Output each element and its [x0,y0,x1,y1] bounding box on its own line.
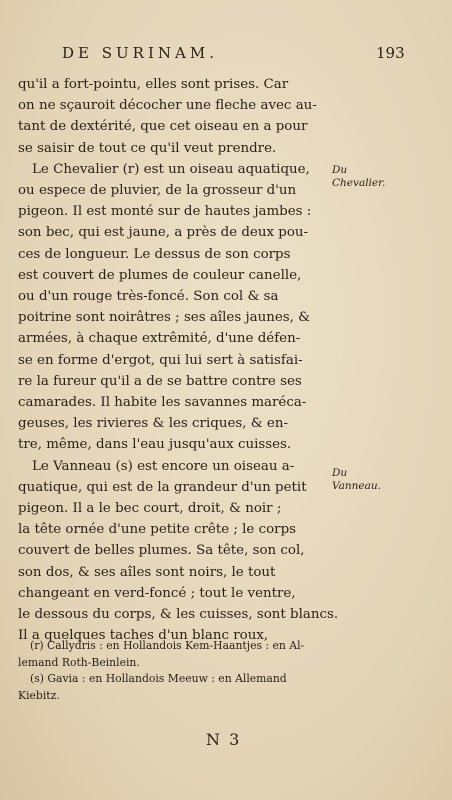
text-line: re la fureur qu'il a de se battre contre ses [18,373,302,389]
text-line: tre, même, dans l'eau jusqu'aux cuisses. [18,437,292,453]
text-line: ou espece de pluvier, de la grosseur d'un [18,183,297,199]
text-line: camarades. Il habite les savannes maréca- [18,395,307,411]
text-line: quatique, qui est de la grandeur d'un petit [18,479,307,495]
text-line: Il a quelques taches d'un blanc roux, [18,628,269,644]
text-line: est couvert de plumes de couleur canelle, [18,267,302,283]
text-line: se en forme d'ergot, qui lui sert à satisfai- [18,352,303,368]
footnote-line: lemand Roth-Beinlein. [18,655,140,669]
signature-mark: N 3 [206,730,242,749]
text-line: son bec, qui est jaune, a près de deux pou- [18,225,309,241]
text-line: ou d'un rouge très-foncé. Son col & sa [18,289,279,305]
text-line: changeant en verd-foncé ; tout le ventre, [18,585,296,601]
text-line: Le Vanneau (s) est encore un oiseau a- [32,458,295,474]
text-line: Le Chevalier (r) est un oiseau aquatique, [32,161,310,177]
margin-note-chevalier: Du Chevalier. [332,164,386,189]
text-line: poitrine sont noirâtres ; ses aîles jaunes, & [18,310,311,326]
footnotes [18,638,348,704]
text-line: ces de longueur. Le dessus de son corps [18,246,291,262]
text-line: armées, à chaque extrêmité, d'une défen- [18,331,301,347]
page-number: 193 [376,44,405,62]
text-line: pigeon. Il est monté sur de hautes jambes : [18,204,312,220]
footnote-line: (r) Callydris : en Hollandois Kem-Haantjes : en Al- [30,639,305,652]
text-line: qu'il a fort-pointu, elles sont prises. Car [18,77,289,92]
running-head: DE SURINAM. [62,44,218,62]
text-line: la tête ornée d'une petite crête ; le corps [18,522,297,538]
footnote-line: (s) Gavia : en Hollandois Meeuw : en Allemand [30,672,287,685]
body-text [18,74,339,646]
page-header [0,44,452,68]
text-line: tant de dextérité, que cet oiseau en a pour [18,119,308,135]
footnote-line: Kiebitz. [18,688,60,702]
text-line: se saisir de tout ce qu'il veut prendre. [18,140,277,156]
text-line: pigeon. Il a le bec court, droit, & noir ; [18,501,282,517]
text-line: couvert de belles plumes. Sa tête, son col, [18,543,305,559]
text-line: le dessous du corps, & les cuisses, sont blancs. [18,607,339,623]
text-line: geuses, les rivieres & les criques, & en- [18,416,288,432]
text-line: on ne sçauroit décocher une fleche avec au- [18,98,317,114]
margin-note-vanneau: Du Vanneau. [332,467,381,492]
text-line: son dos, & ses aîles sont noirs, le tout [18,564,276,580]
